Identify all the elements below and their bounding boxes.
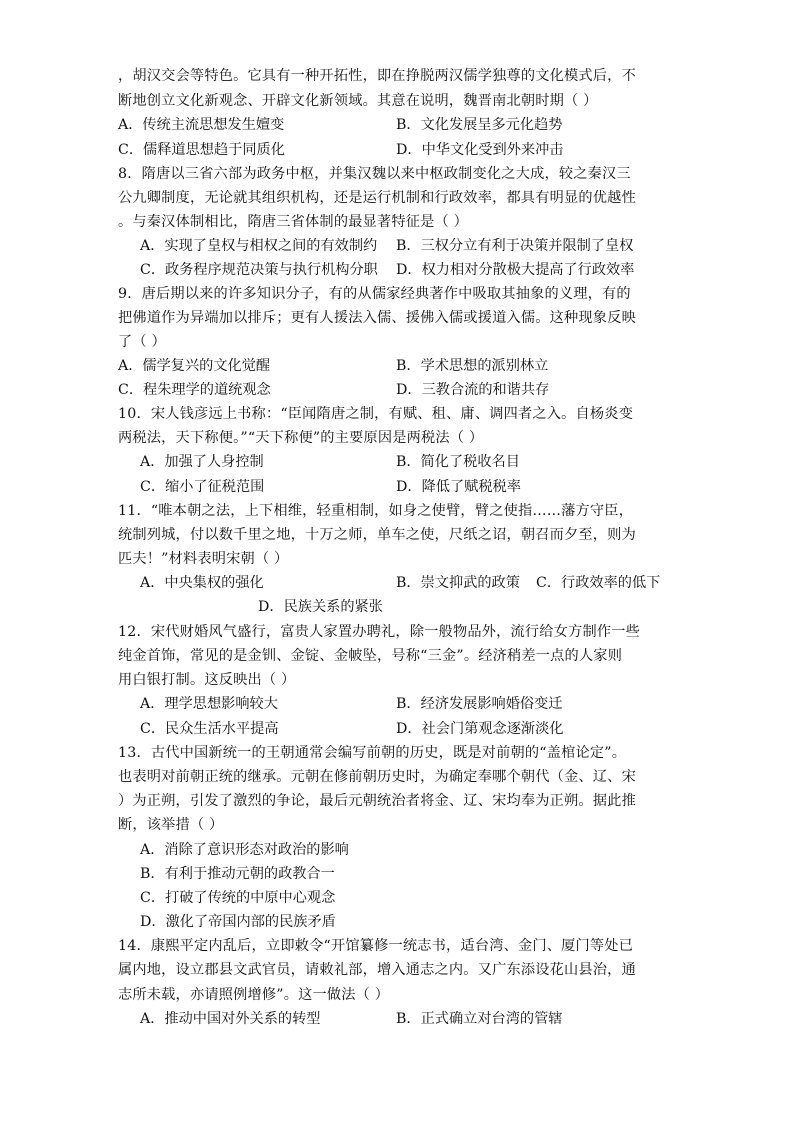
question-12-option-a: A．理学思想影响较大	[140, 696, 278, 712]
question-7-line-2: 断地创立文化新观念、开辟文化新领域。其意在说明，魏晋南北朝时期（ ）	[118, 93, 598, 109]
question-12-line-1: 12．宋代财婚风气盛行，富贵人家置办聘礼，除一般物品外，流行给女方制作一些	[118, 624, 641, 640]
question-10-line-2: 两税法，天下称便。”“天下称便”的主要原因是两税法（ ）	[118, 430, 484, 446]
question-13-option-row-c	[118, 888, 678, 908]
question-10-option-c: C．缩小了征税范围	[140, 479, 265, 495]
question-11-line-3: 匹夫！”材料表明宋朝（ ）	[118, 551, 289, 567]
question-13-option-row-b	[118, 864, 678, 884]
question-10-line-1: 10．宋人钱彦远上书称：“臣闻隋唐之制，有赋、租、庸、调四者之入。自杨炎变	[118, 406, 634, 422]
question-13-option-d: D．激化了帝国内部的民族矛盾	[140, 914, 336, 930]
question-7-option-d: D．中华文化受到外来冲击	[396, 142, 564, 158]
question-13-option-a: A．消除了意识形态对政治的影响	[140, 842, 349, 858]
question-10-option-d: D．降低了赋税税率	[396, 479, 521, 495]
question-8-options-row-1	[118, 236, 678, 256]
question-11-line-1: 11．“唯本朝之法，上下相维，轻重相制，如身之使臂，臂之使指……藩方守臣，	[118, 503, 634, 519]
question-11-line-2: 统制列城，付以数千里之地，十万之师，单车之使，尺纸之诏，朝召而夕至，则为	[118, 527, 636, 543]
question-9-options-row-1	[118, 356, 678, 376]
question-8-line-3: 。与秦汉体制相比，隋唐三省体制的最显著特征是（ ）	[118, 214, 469, 230]
question-14-option-b: B．正式确立对台湾的管辖	[396, 1011, 563, 1027]
question-11-option-b: B．崇文抑武的政策	[396, 575, 520, 591]
question-11-option-a: A．中央集权的强化	[140, 575, 264, 591]
question-7-options-row-1	[118, 115, 678, 135]
question-12-option-b: B．经济发展影响婚俗变迁	[396, 696, 563, 712]
question-12-option-d: D．社会门第观念逐渐淡化	[396, 721, 564, 737]
question-7-option-a: A．传统主流思想发生嬗变	[118, 117, 285, 133]
question-14-line-1: 14．康熙平定内乱后，立即敕令“开馆纂修一统志书，适台湾、金门、厦门等处已	[118, 938, 634, 954]
question-8-line-1: 8．隋唐以三省六部为政务中枢，并集汉魏以来中枢政制变化之大成，较之秦汉三	[118, 166, 631, 182]
question-8-line-2: 公九卿制度，无论就其组织机构，还是运行机制和行政效率，都具有明显的优越性	[118, 190, 636, 206]
question-8-option-c: C．政务程序规范决策与执行机构分职	[140, 262, 378, 278]
question-12-options-row-1	[118, 694, 678, 714]
question-12-line-2: 纯金首饰，常见的是金钏、金锭、金帔坠，号称“三金”。经济稍差一点的人家则	[118, 648, 623, 664]
question-11-option-c: C．行政效率的低下	[536, 575, 661, 591]
question-8-option-a: A．实现了皇权与相权之间的有效制约	[140, 238, 378, 254]
question-7-options-row-2	[118, 140, 678, 160]
question-9-option-c: C．程朱理学的道统观念	[118, 382, 271, 398]
question-9-line-1: 9．唐后期以来的许多知识分子，有的从儒家经典著作中吸取其抽象的义理，有的	[118, 286, 631, 302]
question-10-options-row-1	[118, 452, 678, 472]
question-9-line-2: 把佛道作为异端加以排斥；更有人援法入儒、援佛入儒或援道入儒。这种现象反映	[118, 310, 636, 326]
question-13-option-c: C．打破了传统的中原中心观念	[140, 890, 336, 906]
question-12-options-row-2	[118, 719, 678, 739]
question-14-option-a: A．推动中国对外关系的转型	[140, 1011, 321, 1027]
question-14-line-3: 志所未载，亦请照例增修”。这一做法（ ）	[118, 987, 390, 1003]
question-8-option-d: D．权力相对分散极大提高了行政效率	[396, 262, 635, 278]
question-10-option-b: B．简化了税收名目	[396, 454, 520, 470]
question-9-option-b: B．学术思想的派别林立	[396, 358, 549, 374]
question-13-line-1: 13．古代中国新统一的王朝通常会编写前朝的历史，既是对前朝的“盖棺论定”。	[118, 745, 627, 761]
question-11-option-d: D．民族关系的紧张	[258, 599, 383, 615]
question-12-option-c: C．民众生活水平提高	[140, 721, 279, 737]
question-7-option-c: C．儒释道思想趋于同质化	[118, 142, 285, 158]
question-9-options-row-2	[118, 380, 678, 400]
question-13-option-row-d	[118, 912, 678, 932]
question-8-options-row-2	[118, 260, 678, 280]
question-14-line-2: 属内地，设立郡县文武官员，请敕礼部，增入通志之内。又广东添设花山县治，通	[118, 962, 636, 978]
question-13-line-4: 断，该举措（ ）	[118, 817, 224, 833]
question-9-option-a: A．儒学复兴的文化觉醒	[118, 358, 271, 374]
question-11-options-row-1	[118, 573, 678, 593]
question-13-line-2: 也表明对前朝正统的继承。元朝在修前朝历史时，为确定奉哪个朝代（金、辽、宋	[118, 769, 636, 785]
question-7-line-1: ，胡汉交会等特色。它具有一种开拓性，即在挣脱两汉儒学独尊的文化模式后，不	[118, 68, 636, 84]
question-10-option-a: A．加强了人身控制	[140, 454, 264, 470]
question-13-option-row-a	[118, 840, 678, 860]
question-8-option-b: B．三权分立有利于决策并限制了皇权	[396, 238, 634, 254]
question-11-options-row-2	[118, 597, 678, 617]
question-13-line-3: ）为正朔，引发了激烈的争论，最后元朝统治者将金、辽、宋均奉为正朔。据此推	[118, 793, 636, 809]
question-12-line-3: 用白银打制。这反映出（ ）	[118, 672, 296, 688]
question-9-option-d: D．三教合流的和谐共存	[396, 382, 550, 398]
question-10-options-row-2	[118, 477, 678, 497]
question-7-option-b: B．文化发展呈多元化趋势	[396, 117, 563, 133]
question-9-line-3: 了（ ）	[118, 334, 166, 350]
question-13-option-b: B．有利于推动元朝的政教合一	[140, 866, 335, 882]
question-14-options-row-1	[118, 1009, 678, 1029]
